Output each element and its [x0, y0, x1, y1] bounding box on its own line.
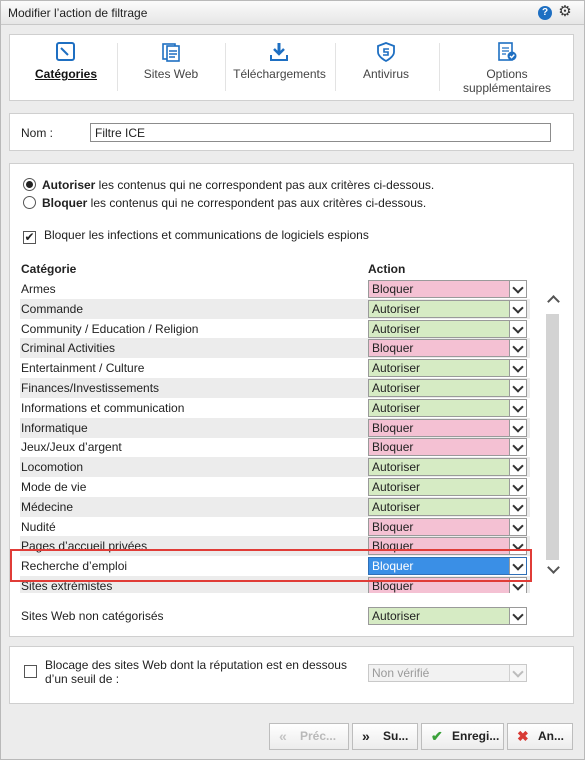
previous-button[interactable] [269, 723, 349, 750]
double-chevron-right-icon: » [362, 728, 370, 744]
category-name: Jeux/Jeux d’argent [21, 440, 122, 455]
action-select[interactable] [368, 419, 527, 437]
category-name: Finances/Investissements [21, 381, 160, 395]
select-value: Autoriser [372, 499, 421, 514]
table-row [20, 398, 530, 418]
table-row [20, 299, 530, 319]
tab-categories[interactable] [20, 35, 112, 101]
select-value: Bloquer [372, 539, 414, 554]
chevron-down-icon[interactable] [509, 400, 526, 416]
close-icon[interactable]: ⚙ [558, 3, 572, 20]
table-row [20, 378, 530, 398]
table-row [20, 517, 530, 537]
select-value: Autoriser [372, 609, 421, 623]
scroll-down-icon[interactable] [547, 563, 559, 575]
download-icon [268, 42, 290, 62]
select-value: Autoriser [372, 381, 421, 395]
category-name: Pages d’accueil privées [21, 539, 148, 554]
chevron-down-icon[interactable] [509, 665, 526, 681]
table-row [20, 418, 530, 438]
table-row [20, 457, 530, 477]
table-row [20, 338, 530, 358]
tab-label: Téléchargements [233, 67, 326, 81]
double-chevron-left-icon: « [279, 728, 287, 744]
button-label: Préc... [300, 729, 337, 743]
select-value: Bloquer [372, 579, 414, 593]
categories-icon [55, 42, 77, 62]
chevron-down-icon[interactable] [509, 499, 526, 515]
radio-label-bold: Autoriser [42, 178, 96, 192]
name-section [9, 113, 574, 151]
reputation-section [9, 646, 574, 704]
column-header-category: Catégorie [21, 262, 77, 276]
select-value: Bloquer [372, 559, 414, 574]
table-row [20, 358, 530, 378]
uncategorized-label: Sites Web non catégorisés [21, 609, 164, 623]
table-row [20, 319, 530, 339]
table-row [20, 477, 530, 497]
chevron-down-icon[interactable] [509, 519, 526, 535]
category-name: Nudité [21, 519, 56, 534]
spyware-checkbox[interactable]: ✔ [24, 230, 35, 244]
radio-label-bold: Bloquer [42, 196, 88, 210]
category-name: Community / Education / Religion [21, 321, 199, 336]
title-bar [1, 1, 584, 25]
table-row [20, 437, 530, 457]
checkmark-icon: ✔ [431, 728, 443, 744]
tab-bar [9, 34, 574, 101]
dialog-title: Modifier l’action de filtrage [8, 6, 148, 20]
chevron-down-icon[interactable] [509, 459, 526, 475]
select-value: Bloquer [372, 341, 414, 356]
reputation-threshold-select[interactable] [368, 664, 527, 682]
action-select[interactable] [368, 498, 527, 516]
radio-label: les contenus qui ne correspondent pas aux critères ci-dessous. [95, 178, 435, 192]
select-value: Bloquer [372, 282, 414, 296]
options-icon [496, 42, 518, 62]
category-name: Informations et communication [21, 400, 185, 415]
reputation-label: Blocage des sites Web dont la réputation est en dessous d’un seuil de : [45, 658, 347, 686]
close-x-icon: ✖ [517, 728, 529, 744]
scrollbar-thumb[interactable] [546, 314, 559, 560]
tab-websites[interactable] [120, 35, 222, 101]
help-icon[interactable]: ? [538, 6, 552, 20]
chevron-down-icon[interactable] [509, 420, 526, 436]
reputation-checkbox[interactable] [24, 665, 37, 678]
category-name: Informatique [21, 420, 88, 435]
column-header-action: Action [368, 262, 406, 276]
spyware-checkbox-row[interactable] [23, 228, 369, 244]
action-select[interactable] [368, 458, 527, 476]
uncategorized-action-select[interactable] [368, 607, 527, 625]
chevron-down-icon[interactable] [509, 479, 526, 495]
button-label: Su... [383, 729, 409, 743]
chevron-down-icon[interactable] [509, 301, 526, 317]
chevron-down-icon[interactable] [509, 340, 526, 356]
name-label: Nom : [21, 126, 54, 140]
select-value: Non vérifié [372, 666, 430, 680]
next-button[interactable] [352, 723, 418, 750]
radio-button-selected[interactable] [23, 178, 36, 191]
chevron-down-icon[interactable] [509, 608, 526, 624]
radio-button[interactable] [23, 196, 36, 209]
tab-label: Antivirus [362, 67, 409, 81]
chevron-down-icon[interactable] [509, 281, 526, 297]
select-value: Autoriser [372, 400, 421, 415]
dialog-footer [1, 711, 584, 759]
table-row [20, 279, 530, 299]
action-select[interactable] [368, 379, 527, 397]
save-button[interactable] [421, 723, 504, 750]
select-value: Bloquer [372, 440, 414, 455]
table-row [20, 497, 530, 517]
category-name: Sites extrémistes [21, 579, 113, 593]
tab-label: Catégories [34, 67, 98, 81]
tab-additional-options[interactable] [446, 35, 568, 101]
uncategorized-row [20, 606, 530, 626]
category-name: Entertainment / Culture [21, 361, 145, 376]
select-value: Autoriser [372, 301, 421, 316]
name-input[interactable] [90, 123, 551, 142]
block-unmatched-radio[interactable] [23, 195, 426, 211]
highlight-box [10, 549, 532, 582]
category-list [20, 279, 530, 593]
category-name: Recherche d’emploi [21, 559, 128, 574]
scroll-up-icon[interactable] [547, 293, 559, 305]
allow-unmatched-radio[interactable] [23, 177, 434, 193]
chevron-down-icon[interactable] [509, 321, 526, 337]
select-value: Autoriser [372, 460, 421, 475]
action-select[interactable] [368, 280, 527, 298]
antivirus-icon [375, 42, 397, 62]
tab-divider [439, 43, 440, 91]
action-select[interactable] [368, 359, 527, 377]
action-select[interactable] [368, 320, 527, 338]
action-select[interactable] [368, 438, 527, 456]
category-name: Mode de vie [21, 480, 87, 494]
category-name: Locomotion [21, 460, 84, 475]
select-value: Autoriser [372, 480, 421, 494]
select-value: Autoriser [372, 321, 421, 336]
action-select[interactable] [368, 518, 527, 536]
category-list-scrollbar[interactable] [542, 287, 564, 585]
button-label: Enregi... [452, 729, 500, 743]
tab-label: Options supplémentaires [462, 67, 552, 95]
chevron-down-icon[interactable] [509, 360, 526, 376]
chevron-down-icon[interactable] [509, 439, 526, 455]
category-name: Médecine [21, 499, 74, 514]
chevron-down-icon[interactable] [509, 380, 526, 396]
select-value: Autoriser [372, 361, 421, 376]
spyware-label: Bloquer les infections et communications de logiciels espions [44, 228, 369, 242]
category-name: Armes [21, 282, 56, 296]
tab-divider [117, 43, 118, 91]
tab-antivirus[interactable] [336, 35, 436, 101]
button-label: An... [538, 729, 564, 743]
action-select[interactable] [368, 300, 527, 318]
tab-downloads[interactable] [226, 35, 333, 101]
select-value: Bloquer [372, 420, 414, 435]
cancel-button[interactable] [507, 723, 573, 750]
action-select[interactable] [368, 399, 527, 417]
select-value: Bloquer [372, 519, 414, 534]
category-name: Commande [21, 301, 84, 316]
radio-label: les contenus qui ne correspondent pas aux critères ci-dessous. [87, 196, 427, 210]
action-select[interactable] [368, 339, 527, 357]
tab-label: Sites Web [143, 67, 199, 81]
category-name: Criminal Activities [21, 341, 116, 356]
action-select[interactable] [368, 478, 527, 496]
websites-icon [160, 42, 182, 62]
